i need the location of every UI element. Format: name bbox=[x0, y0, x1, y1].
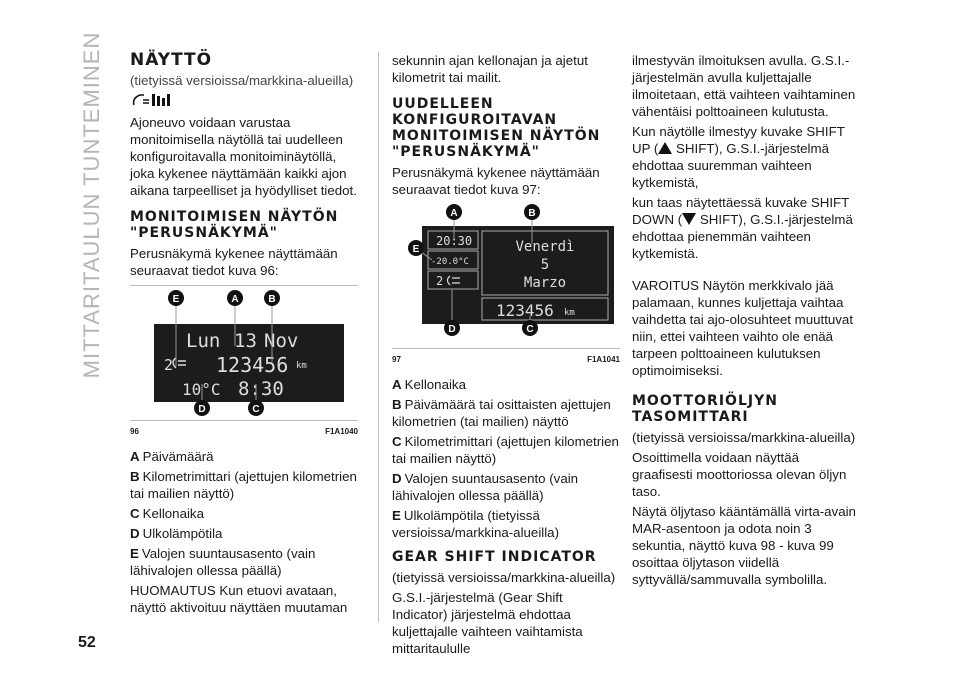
display97-beam-setting: 2 bbox=[436, 274, 444, 288]
display96-odometer: 123456 bbox=[216, 353, 289, 377]
display96-beam-setting: 2 bbox=[164, 356, 174, 374]
callout-label: A bbox=[231, 294, 239, 305]
column-2 bbox=[392, 52, 620, 660]
legend-item: B Kilometrimittari (ajettujen kilometrien tai mailien näyttö) bbox=[130, 469, 357, 501]
column-divider bbox=[378, 52, 379, 622]
gsi-continued-paragraph: ilmestyvän ilmoituksen avulla. G.S.I.-järjestelmän avulla kuljettajalle ilmoitetaan, että vaihteen vaihtaminen vähentäisi polttoaineen kulutusta. bbox=[632, 53, 856, 119]
intro-paragraph: Ajoneuvo voidaan varustaa monitoimisella näytöllä tai uudelleen konfiguroitavalla monitoiminäytöllä, joka kykenee näyttämään kaikki ajon aikana tarpeelliset ja hyödylliset tiedot. bbox=[130, 115, 357, 198]
legend-item: E Ulkolämpötila (tietyissä versioissa/markkina-alueilla) bbox=[392, 508, 560, 540]
display96-month: Nov bbox=[264, 330, 299, 352]
display97-date: 5 bbox=[540, 257, 550, 273]
legend-item: A Kellonaika bbox=[392, 377, 466, 392]
oil-version-note: (tietyissä versioissa/markkina-alueilla) bbox=[632, 430, 856, 445]
display97-day: Venerdì bbox=[515, 239, 575, 255]
legend-item: E Valojen suuntausasento (vain lähivalojen ollessa päällä) bbox=[130, 546, 316, 578]
page-number: 52 bbox=[78, 634, 96, 651]
callout-label: B bbox=[268, 294, 276, 305]
heading-standard-display: MONITOIMISEN NÄYTÖN "PERUSNÄKYMÄ" bbox=[130, 209, 339, 241]
display96-unit: km bbox=[296, 361, 307, 371]
callout-label: D bbox=[448, 324, 456, 335]
shift-down-icon bbox=[682, 213, 696, 225]
display97-odometer: 123456 bbox=[496, 301, 554, 320]
legend-item: A Päivämäärä bbox=[130, 449, 214, 464]
display96-time: 8:30 bbox=[238, 378, 284, 400]
shift-up-icon bbox=[658, 142, 672, 154]
standard-intro: Perusnäkymä kykenee näyttämään seuraavat tiedot kuva 96: bbox=[130, 246, 338, 278]
legend-item: B Päivämäärä tai osittaisten ajettujen kilometrien (tai mailien) näyttö bbox=[392, 397, 611, 429]
column-1 bbox=[130, 52, 358, 619]
figure-96 bbox=[130, 285, 358, 440]
callout-label: A bbox=[450, 208, 458, 219]
continued-paragraph: sekunnin ajan kellonajan ja ajetut kilometrit tai mailit. bbox=[392, 53, 588, 85]
column-3 bbox=[632, 52, 860, 591]
version-note: (tietyissä versioissa/markkina-alueilla) bbox=[130, 73, 354, 88]
gsi-version-note: (tietyissä versioissa/markkina-alueilla) bbox=[392, 570, 616, 585]
legend-item: D Ulkolämpötila bbox=[130, 526, 223, 541]
section-title-display: NÄYTTÖ bbox=[130, 50, 213, 70]
figure-caption bbox=[392, 349, 620, 368]
heading-reconfigurable-display: UUDELLEEN KONFIGUROITAVAN MONITOIMISEN NÄYTÖN "PERUSNÄKYMÄ" bbox=[392, 96, 601, 160]
callout-label: C bbox=[526, 324, 534, 335]
oil-paragraph-1: Osoittimella voidaan näyttää graafisesti moottoriossa olevan öljyn taso. bbox=[632, 450, 847, 499]
reconfigurable-intro: Perusnäkymä kykenee näyttämään seuraavat tiedot kuva 97: bbox=[392, 165, 600, 197]
display96-temp: 10°C bbox=[182, 380, 221, 399]
callout-label: B bbox=[528, 208, 536, 219]
heading-oil-level: MOOTTORIÖLJYN TASOMITTARI bbox=[632, 393, 778, 425]
display97-temp: -20.0°C bbox=[431, 257, 469, 267]
warning-paragraph: VAROITUS Näytön merkkivalo jää palamaan, kunnes kuljettaja vaihtaa vaihdetta tai ajo-olosuhteet muuttuvat niin, ettei vaihteen vaihto ole enää tarpeen polttoaineen kulutuksen optimoimiseksi. bbox=[632, 278, 854, 378]
callout-label: E bbox=[412, 244, 420, 255]
display96-date: 13 bbox=[234, 330, 257, 352]
display-illustration-97 bbox=[392, 204, 620, 344]
figure-code: F1A1041 bbox=[587, 355, 620, 364]
legend-item: C Kilometrimittari (ajettujen kilometrien tai mailien näyttö) bbox=[392, 434, 619, 466]
legend-item: D Valojen suuntausasento (vain lähivalojen ollessa päällä) bbox=[392, 471, 579, 503]
oil-paragraph-2: Näytä öljytaso kääntämällä virta-avain MAR-asentoon ja odota noin 3 sekuntia, näyttö kuva 98 - kuva 99 osoittaa öljytason viidellä syttyvällä/sammuvalla symbolilla. bbox=[632, 504, 856, 587]
figure-number: 96 bbox=[130, 427, 139, 436]
figure-number: 97 bbox=[392, 355, 401, 364]
display-illustration-96 bbox=[130, 286, 358, 416]
display97-unit: km bbox=[564, 308, 575, 318]
legend-list bbox=[130, 448, 358, 579]
gsi-paragraph: G.S.I.-järjestelmä (Gear Shift Indicator) järjestelmä ehdottaa kuljettajalle vaihteen vaihtamista mittaritaululle bbox=[392, 590, 583, 656]
figure-code: F1A1040 bbox=[325, 427, 358, 436]
shift-down-paragraph: kun taas näytettäessä kuvake SHIFT DOWN ( SHIFT), G.S.I.-järjestelmä ehdottaa pienemmän vaihteen kytkemistä. bbox=[632, 195, 853, 261]
heading-gear-shift-indicator: GEAR SHIFT INDICATOR bbox=[392, 549, 597, 565]
legend-list bbox=[392, 376, 620, 541]
callout-label: E bbox=[172, 294, 180, 305]
callout-label: C bbox=[252, 404, 260, 415]
side-chapter-title: MITTARITAULUN TUNTEMINEN bbox=[79, 31, 104, 379]
legend-item: C Kellonaika bbox=[130, 506, 204, 521]
note-paragraph: HUOMAUTUS Kun etuovi avataan, näyttö aktivoituu näyttäen muutaman bbox=[130, 583, 348, 615]
shift-up-paragraph: Kun näytölle ilmestyy kuvake SHIFT UP ( SHIFT), G.S.I.-järjestelmä ehdottaa suuremman vaihteen kytkemistä, bbox=[632, 124, 845, 190]
figure-97 bbox=[392, 204, 620, 368]
callout-label: D bbox=[198, 404, 206, 415]
display96-day: Lun bbox=[186, 330, 221, 352]
display97-time: 20:30 bbox=[436, 234, 473, 248]
display-icon bbox=[130, 92, 358, 112]
figure-caption bbox=[130, 421, 358, 440]
display97-month: Marzo bbox=[523, 275, 567, 291]
